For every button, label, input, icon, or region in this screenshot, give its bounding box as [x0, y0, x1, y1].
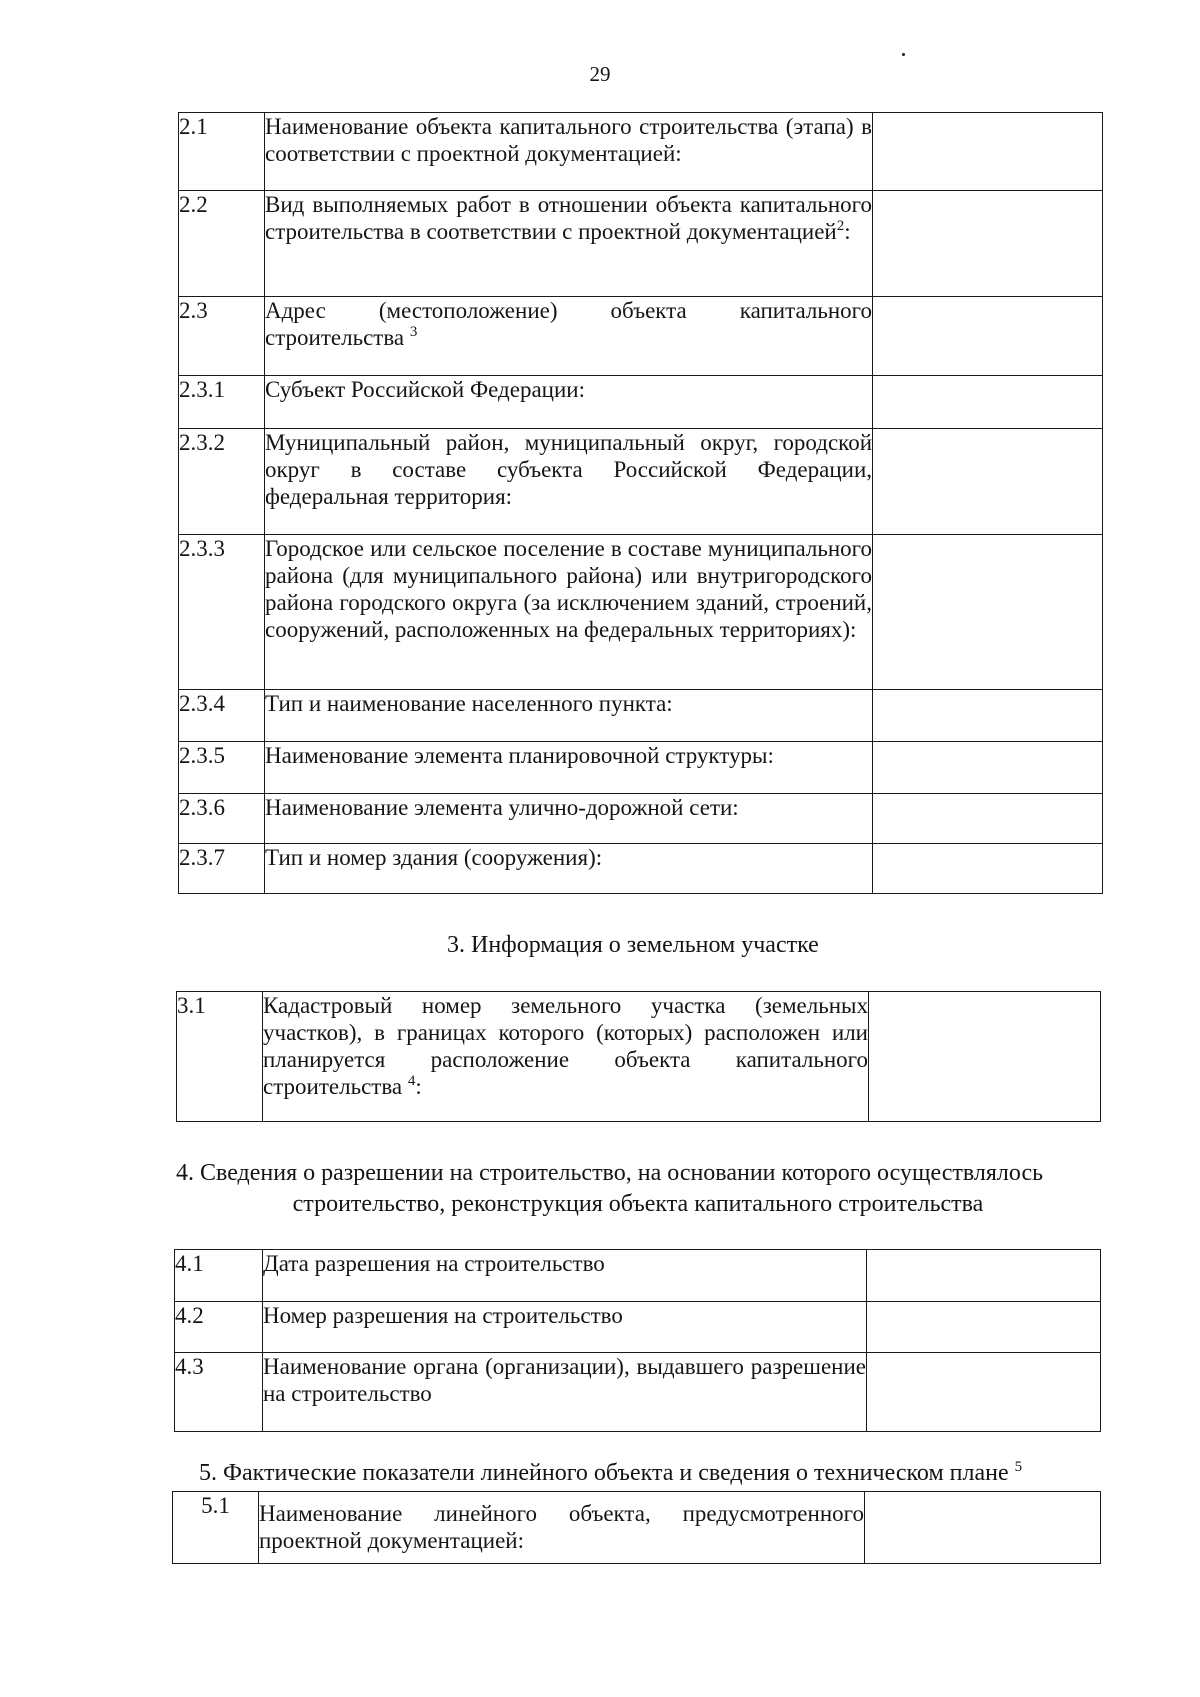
- row-number: 2.3.1: [179, 376, 265, 429]
- table-row: [179, 376, 1103, 429]
- row-label: Тип и номер здания (сооружения):: [265, 844, 873, 894]
- row-number: 4.3: [175, 1353, 263, 1432]
- row-number: 2.3.7: [179, 844, 265, 894]
- table-row: [173, 1492, 1101, 1564]
- value-cell[interactable]: [873, 113, 1103, 191]
- row-label: Наименование объекта капитального строительства (этапа) в соответствии с проектной документацией:: [265, 113, 873, 191]
- value-cell[interactable]: [865, 1492, 1101, 1564]
- row-number: 2.3: [179, 297, 265, 376]
- footnote-ref: 2: [836, 218, 845, 234]
- row-number: 5.1: [173, 1492, 259, 1564]
- value-cell[interactable]: [873, 429, 1103, 535]
- table-row: [179, 191, 1103, 297]
- value-cell[interactable]: [873, 535, 1103, 690]
- footnote-ref: 4: [407, 1073, 416, 1089]
- row-number: 2.3.6: [179, 794, 265, 844]
- row-label: Наименование линейного объекта, предусмотренного проектной документацией:: [259, 1492, 865, 1564]
- scan-speck: [902, 53, 905, 56]
- section-5-heading-text: 5. Фактические показатели линейного объекта и сведения о техническом плане: [199, 1460, 1009, 1486]
- row-number: 2.2: [179, 191, 265, 297]
- value-cell[interactable]: [873, 297, 1103, 376]
- row-number: 3.1: [177, 992, 263, 1122]
- value-cell[interactable]: [869, 992, 1101, 1122]
- section-4-heading-line1: 4. Сведения о разрешении на строительство, на основании которого осуществлялось: [176, 1160, 1044, 1186]
- table-row: [179, 297, 1103, 376]
- row-label: Адрес (местоположение) объекта капитального строительства $^3$: [265, 297, 873, 376]
- table-row: [175, 1353, 1101, 1432]
- row-number: 4.1: [175, 1250, 263, 1302]
- value-cell[interactable]: [867, 1302, 1101, 1353]
- table-row: [175, 1302, 1101, 1353]
- section-4-heading-line2: строительство, реконструкция объекта капитального строительства: [292, 1191, 984, 1217]
- row-number: 4.2: [175, 1302, 263, 1353]
- value-cell[interactable]: [873, 690, 1103, 742]
- table-row: [179, 794, 1103, 844]
- table-building-permit: [174, 1249, 1101, 1432]
- row-label: Муниципальный район, муниципальный округ, городской округ в составе субъекта Российской Федерации, федеральная территория:: [265, 429, 873, 535]
- table-row: [177, 992, 1101, 1122]
- value-cell[interactable]: [873, 794, 1103, 844]
- table-object-info: [178, 112, 1103, 894]
- table-linear-object: [172, 1491, 1101, 1564]
- table-row: [175, 1250, 1101, 1302]
- row-number: 2.1: [179, 113, 265, 191]
- row-label: Тип и наименование населенного пункта:: [265, 690, 873, 742]
- row-label: Наименование органа (организации), выдавшего разрешение на строительство: [263, 1353, 867, 1432]
- footnote-ref: 3: [409, 324, 418, 340]
- table-row: [179, 113, 1103, 191]
- row-label: Номер разрешения на строительство: [263, 1302, 867, 1353]
- section-5-heading: [199, 1458, 1022, 1488]
- value-cell[interactable]: [873, 742, 1103, 794]
- row-label: Наименование элемента улично-дорожной сети:: [265, 794, 873, 844]
- value-cell[interactable]: [873, 844, 1103, 894]
- row-number: 2.3.5: [179, 742, 265, 794]
- row-number: 2.3.4: [179, 690, 265, 742]
- table-row: [179, 742, 1103, 794]
- row-label: Городское или сельское поселение в составе муниципального района (для муниципального района) или внутригородского района городского округа (за исключением зданий, строений, сооружений, расположенных на федеральных территориях):: [265, 535, 873, 690]
- section-3-heading: 3. Информация о земельном участке: [447, 932, 819, 958]
- row-label: Субъект Российской Федерации:: [265, 376, 873, 429]
- row-number: 2.3.2: [179, 429, 265, 535]
- table-row: [179, 535, 1103, 690]
- table-row: [179, 690, 1103, 742]
- row-label: Наименование элемента планировочной структуры:: [265, 742, 873, 794]
- row-label: Кадастровый номер земельного участка (земельных участков), в границах которого (которых) расположен или планируется расположение объекта капитального строительства $^4$:: [263, 992, 869, 1122]
- table-row: [179, 844, 1103, 894]
- row-label: Дата разрешения на строительство: [263, 1250, 867, 1302]
- row-label: Вид выполняемых работ в отношении объекта капитального строительства в соответствии с проектной документацией$^2$:: [265, 191, 873, 297]
- value-cell[interactable]: [867, 1250, 1101, 1302]
- table-row: [179, 429, 1103, 535]
- value-cell[interactable]: [873, 191, 1103, 297]
- page-number: 29: [589, 62, 611, 86]
- table-land-plot: [176, 991, 1101, 1122]
- row-number: 2.3.3: [179, 535, 265, 690]
- footnote-ref: 5: [1014, 1459, 1023, 1475]
- value-cell[interactable]: [867, 1353, 1101, 1432]
- value-cell[interactable]: [873, 376, 1103, 429]
